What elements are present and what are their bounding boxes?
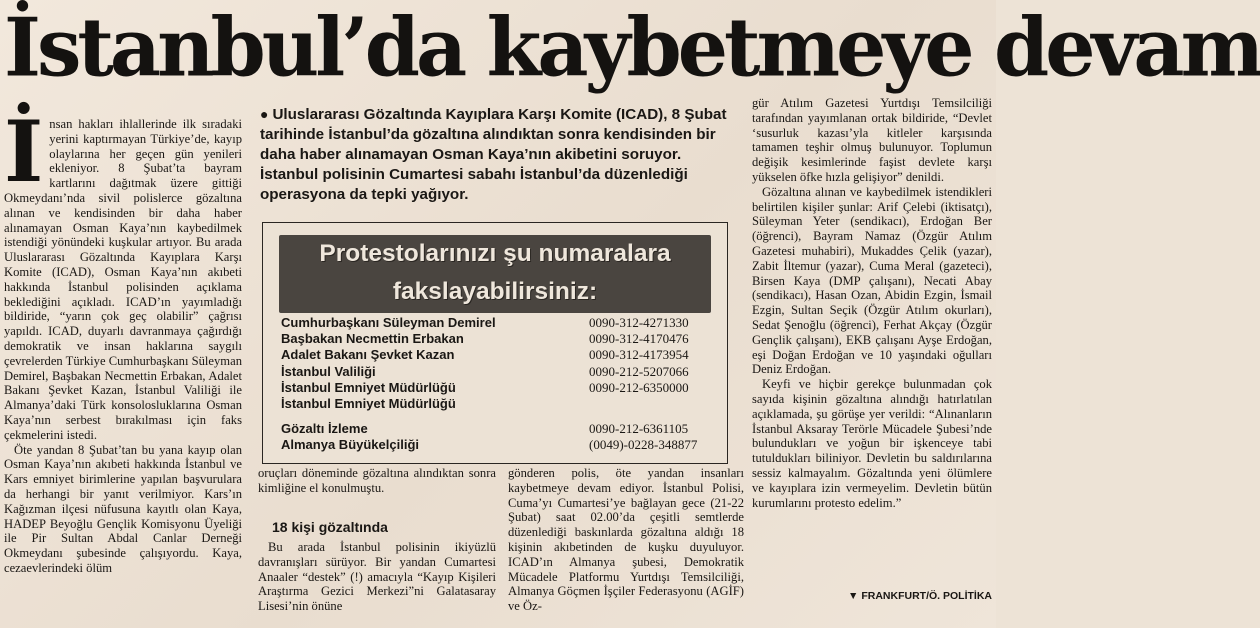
article-column-4 [752,96,992,590]
column-1-paragraph-1: nsan hakları ihlallerinde ilk sıradaki yerini kaptırmayan Türkiye’de, kayıp olaylarına her geçen gün yenileri ekleniyor. 8 Şubat’ta bayram kartlarını dağıtmak üzere gittiği Okmeydanı’nda sivil polislerce gözaltına alınan ve kendisinden bir daha haber alınamayan Osman Kaya’nın kaybedilmek istendiği yönündeki kuşkular artıyor. Bu arada Uluslararası Gözaltında Kayıplara Karşı Komite (ICAD), Osman Kaya’nın akıbeti hakkında İstanbul polisinden açıklama beklediğini açıkladı. ICAD’ın yayımladığı bildiride, “yarın çok geç olabilir” çağrısı yapıldı. ICAD, duyarlı davranmaya çağırdığı demokratik ve insan haklarına saygılı çevrelerden Türkiye Cumhurbaşkanı Süleyman Demirel, Başbakan Necmettin Erbakan, Adalet Bakanı Şevket Kazan, İstanbul Valiliği ile Almanya’daki Türk konsolosluklarına Osman Kaya’nın serbest bırakılması için faks çekmelerini istedi. [4,117,242,442]
fax-entry-number: 0090-212-6350000 [589,379,689,395]
drop-cap: İ [4,102,44,201]
fax-entry-number: 0090-312-4173954 [589,347,689,363]
byline: ▼ FRANKFURT/Ö. POLİTİKA [848,590,992,602]
fax-entry-number [589,396,717,412]
fax-entry-number: 0090-312-4271330 [589,315,689,330]
fax-entry [281,315,717,331]
column-4-paragraph-3: Keyfi ve hiçbir gerekçe bulunmadan çok sayıda kişinin gözaltına alındığı hatırlatılan açıklamada, şu görüşe yer verildi: “Alınanların İstanbul Aksaray Terörle Mücadele Şubesi’nde bulundukları ve yoğun bir işkenceye tabi tutuldukları biliniyor. Devletin bu saldırılarına sessiz kalmayalım. Gözaltında yeni ölümlere ve kayıplara izin vermeyelim. Devletin bütün kurumlarını protesto edelim.” [752,377,992,510]
column-4-paragraph-2: Gözaltına alınan ve kaybedilmek istendikleri belirtilen kişiler şunlar: Arif Çelebi (iktisatçı), Süleyman Yeter (sendikacı), Erdoğan Ber (öğrenci), Bayram Namaz (Özgür Atılım Gazetesi muhabiri), Mukaddes Çelik (yazar), Zabit İltemur (yazar), Cuma Meral (gazeteci), Birsen Kaya (DMP çalışanı), Necati Abay (sendikacı), Hasan Ozan, Abidin Ezgin, İsmail Ezgin, Sultan Seçik (Özgür Atılım okurları), Sedat Şenoğlu (öğrenci), Ferhat Akçay (Özgür Gençlik çalışanı), EKB çalışanı Ayşe Erdoğan, eşi Doğan Erdoğan ve 10 yaşındaki oğulları Deniz Erdoğan. [752,184,992,377]
article-column-2-bottom [258,540,496,626]
fax-entry-name: Gözaltı İzleme [281,421,368,437]
column-2-paragraph-2: Bu arada İstanbul polisinin ikiyüzlü davranışları sürüyor. Bir yandan Cumartesi Anaaler “destek” (!) amacıyla “Kayıp Kişileri Araştırma Gezici Merkezi”ni Galatasaray Lisesi’nin önüne [258,540,496,614]
fax-title-line-2: fakslayabilirsiniz: [392,278,598,305]
fax-entry [281,421,717,437]
headline: İstanbul’da kaybetmeye devam [4,0,1260,95]
article-column-3 [508,466,744,626]
column-1-paragraph-2: Öte yandan 8 Şubat’tan bu yana kayıp olan Osman Kaya’nın akıbeti hakkında İstanbul ve Kars emniyet birimlerine yapılan başvurulara da herhangi bir yanıt verilmiyor. Kars’ın Kağızman ilçesi nüfusuna kayıtlı olan Kaya, HADEP Beyoğlu Gençlik Komisyonu Üyeliği ile Pir Sultan Abdal Canlar Derneği Okmeydanı şubesinde çalışıyordu. Kaya, cezaevlerindeki ölüm [4,442,242,575]
fax-entry-name: Cumhurbaşkanı Süleyman Demirel [281,315,496,330]
column-2-paragraph-1: oruçları döneminde gözaltına alındıktan sonra kimliğine el konulmuştu. [258,466,496,495]
fax-entry [281,331,717,347]
fax-entry-name: İstanbul Emniyet Müdürlüğü [281,396,456,412]
fax-entry-name: Almanya Büyükelçiliği [281,437,419,453]
fax-list-spacer [281,412,717,421]
fax-title-line-1: Protestolarınızı şu numaralara [319,240,671,267]
column-4-paragraph-1: gür Atılım Gazetesi Yurtdışı Temsilciliği tarafından yayımlanan ortak bildiride, “Devlet ‘susurluk kazası’yla kitleler karşısında tamamen teşhir olmuş bulunuyor. Toplumun değişik kesimlerinde faşist devlete karşı yükselen öfke hızla gelişiyor” denildi. [752,96,992,184]
fax-entry-name: Başbakan Necmettin Erbakan [281,331,464,347]
fax-entry [281,380,717,396]
fax-entry-number: 0090-212-6361105 [589,421,689,437]
subheading: 18 kişi gözaltında [272,519,388,535]
fax-entry [281,364,717,380]
article-column-1 [4,102,242,625]
fax-numbers-box [262,222,728,464]
fax-entry [281,437,717,453]
lead-summary [260,104,730,216]
lead-text: Uluslararası Gözaltında Kayıplara Karşı Komite (ICAD), 8 Şubat tarihinde İstanbul’da gözaltına alındıktan sonra kendisinden bir daha haber alınamayan Osman Kaya’nın akibetini soruyor. İstanbul polisinin Cumartesi sabahı İstanbul’da düzenlediği operasyona da tepki yağıyor. [260,106,727,203]
fax-entry-name: Adalet Bakanı Şevket Kazan [281,347,455,363]
bullet-icon: ● [260,106,269,122]
fax-entry-name: İstanbul Valiliği [281,363,376,379]
fax-entry-number: (0049)-0228-348877 [589,437,698,453]
fax-entry-name: İstanbul Emniyet Müdürlüğü [281,379,456,395]
fax-entry [281,396,717,412]
fax-list [281,315,717,454]
fax-entry [281,347,717,363]
column-3-paragraph: gönderen polis, öte yandan insanları kaybetmeye devam ediyor. İstanbul Polisi, Cuma’yı Cumartesi’ye bağlayan gece (21-22 Şubat) saat 02.00’da çeşitli semtlerde düzenlediği baskınlarda gözaltına aldığı 18 kişinin akıbetinden de kuşku duyuluyor. ICAD’ın Almanya şubesi, Demokratik Mücadele Platformu Yurtdışı Temsilciliği, Almanya Göçmen İşçiler Federasyonu (AGİF) ve Öz- [508,466,744,614]
fax-entry-number: 0090-312-4170476 [589,331,689,347]
fax-box-title [279,235,711,313]
fax-entry-number: 0090-212-5207066 [589,363,689,379]
